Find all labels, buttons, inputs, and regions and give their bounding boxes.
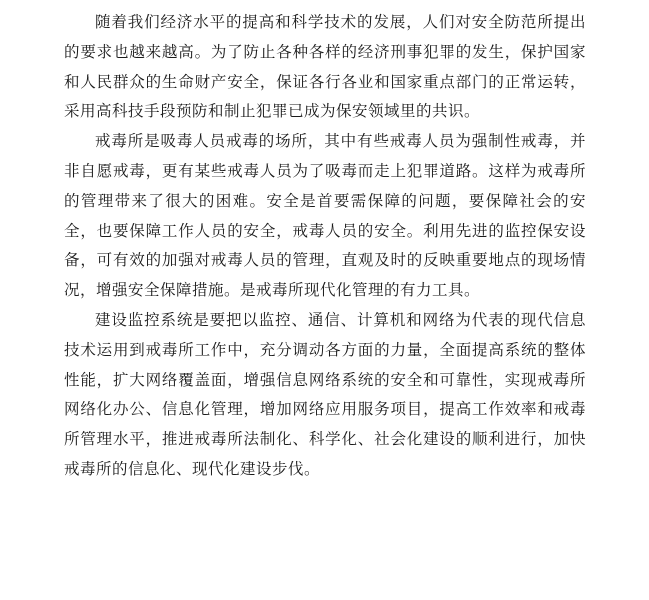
paragraph-monitoring-system-goals: 建设监控系统是要把以监控、通信、计算机和网络为代表的现代信息技术运用到戒毒所工作中，充分调动各方面的力量，全面提高系统的整体性能，扩大网络覆盖面，增强信息网络系统的安全和可靠性，实现戒毒所网络化办公、信息化管理，增加网络应用服务项目，提高工作效率和戒毒所管理水平，推进戒毒所法制化、科学化、社会化建设的顺利进行，加快戒毒所的信息化、现代化建设步伐。 [64, 310, 586, 478]
document-body [64, 8, 586, 485]
paragraph-rehab-center-challenges: 戒毒所是吸毒人员戒毒的场所，其中有些戒毒人员为强制性戒毒，并非自愿戒毒，更有某些戒毒人员为了吸毒而走上犯罪道路。这样为戒毒所的管理带来了很大的困难。安全是首要需保障的问题，要保障社会的安全，也要保障工作人员的安全，戒毒人员的安全。利用先进的监控保安设备，可有效的加强对戒毒人员的管理，直观及时的反映重要地点的现场情况，增强安全保障措施。是戒毒所现代化管理的有力工具。 [64, 132, 586, 300]
paragraph-security-background: 随着我们经济水平的提高和科学技术的发展，人们对安全防范所提出的要求也越来越高。为了防止各种各样的经济刑事犯罪的发生，保护国家和人民群众的生命财产安全，保证各行各业和国家重点部门的正常运转，采用高科技手段预防和制止犯罪已成为保安领域里的共识。 [64, 13, 586, 121]
